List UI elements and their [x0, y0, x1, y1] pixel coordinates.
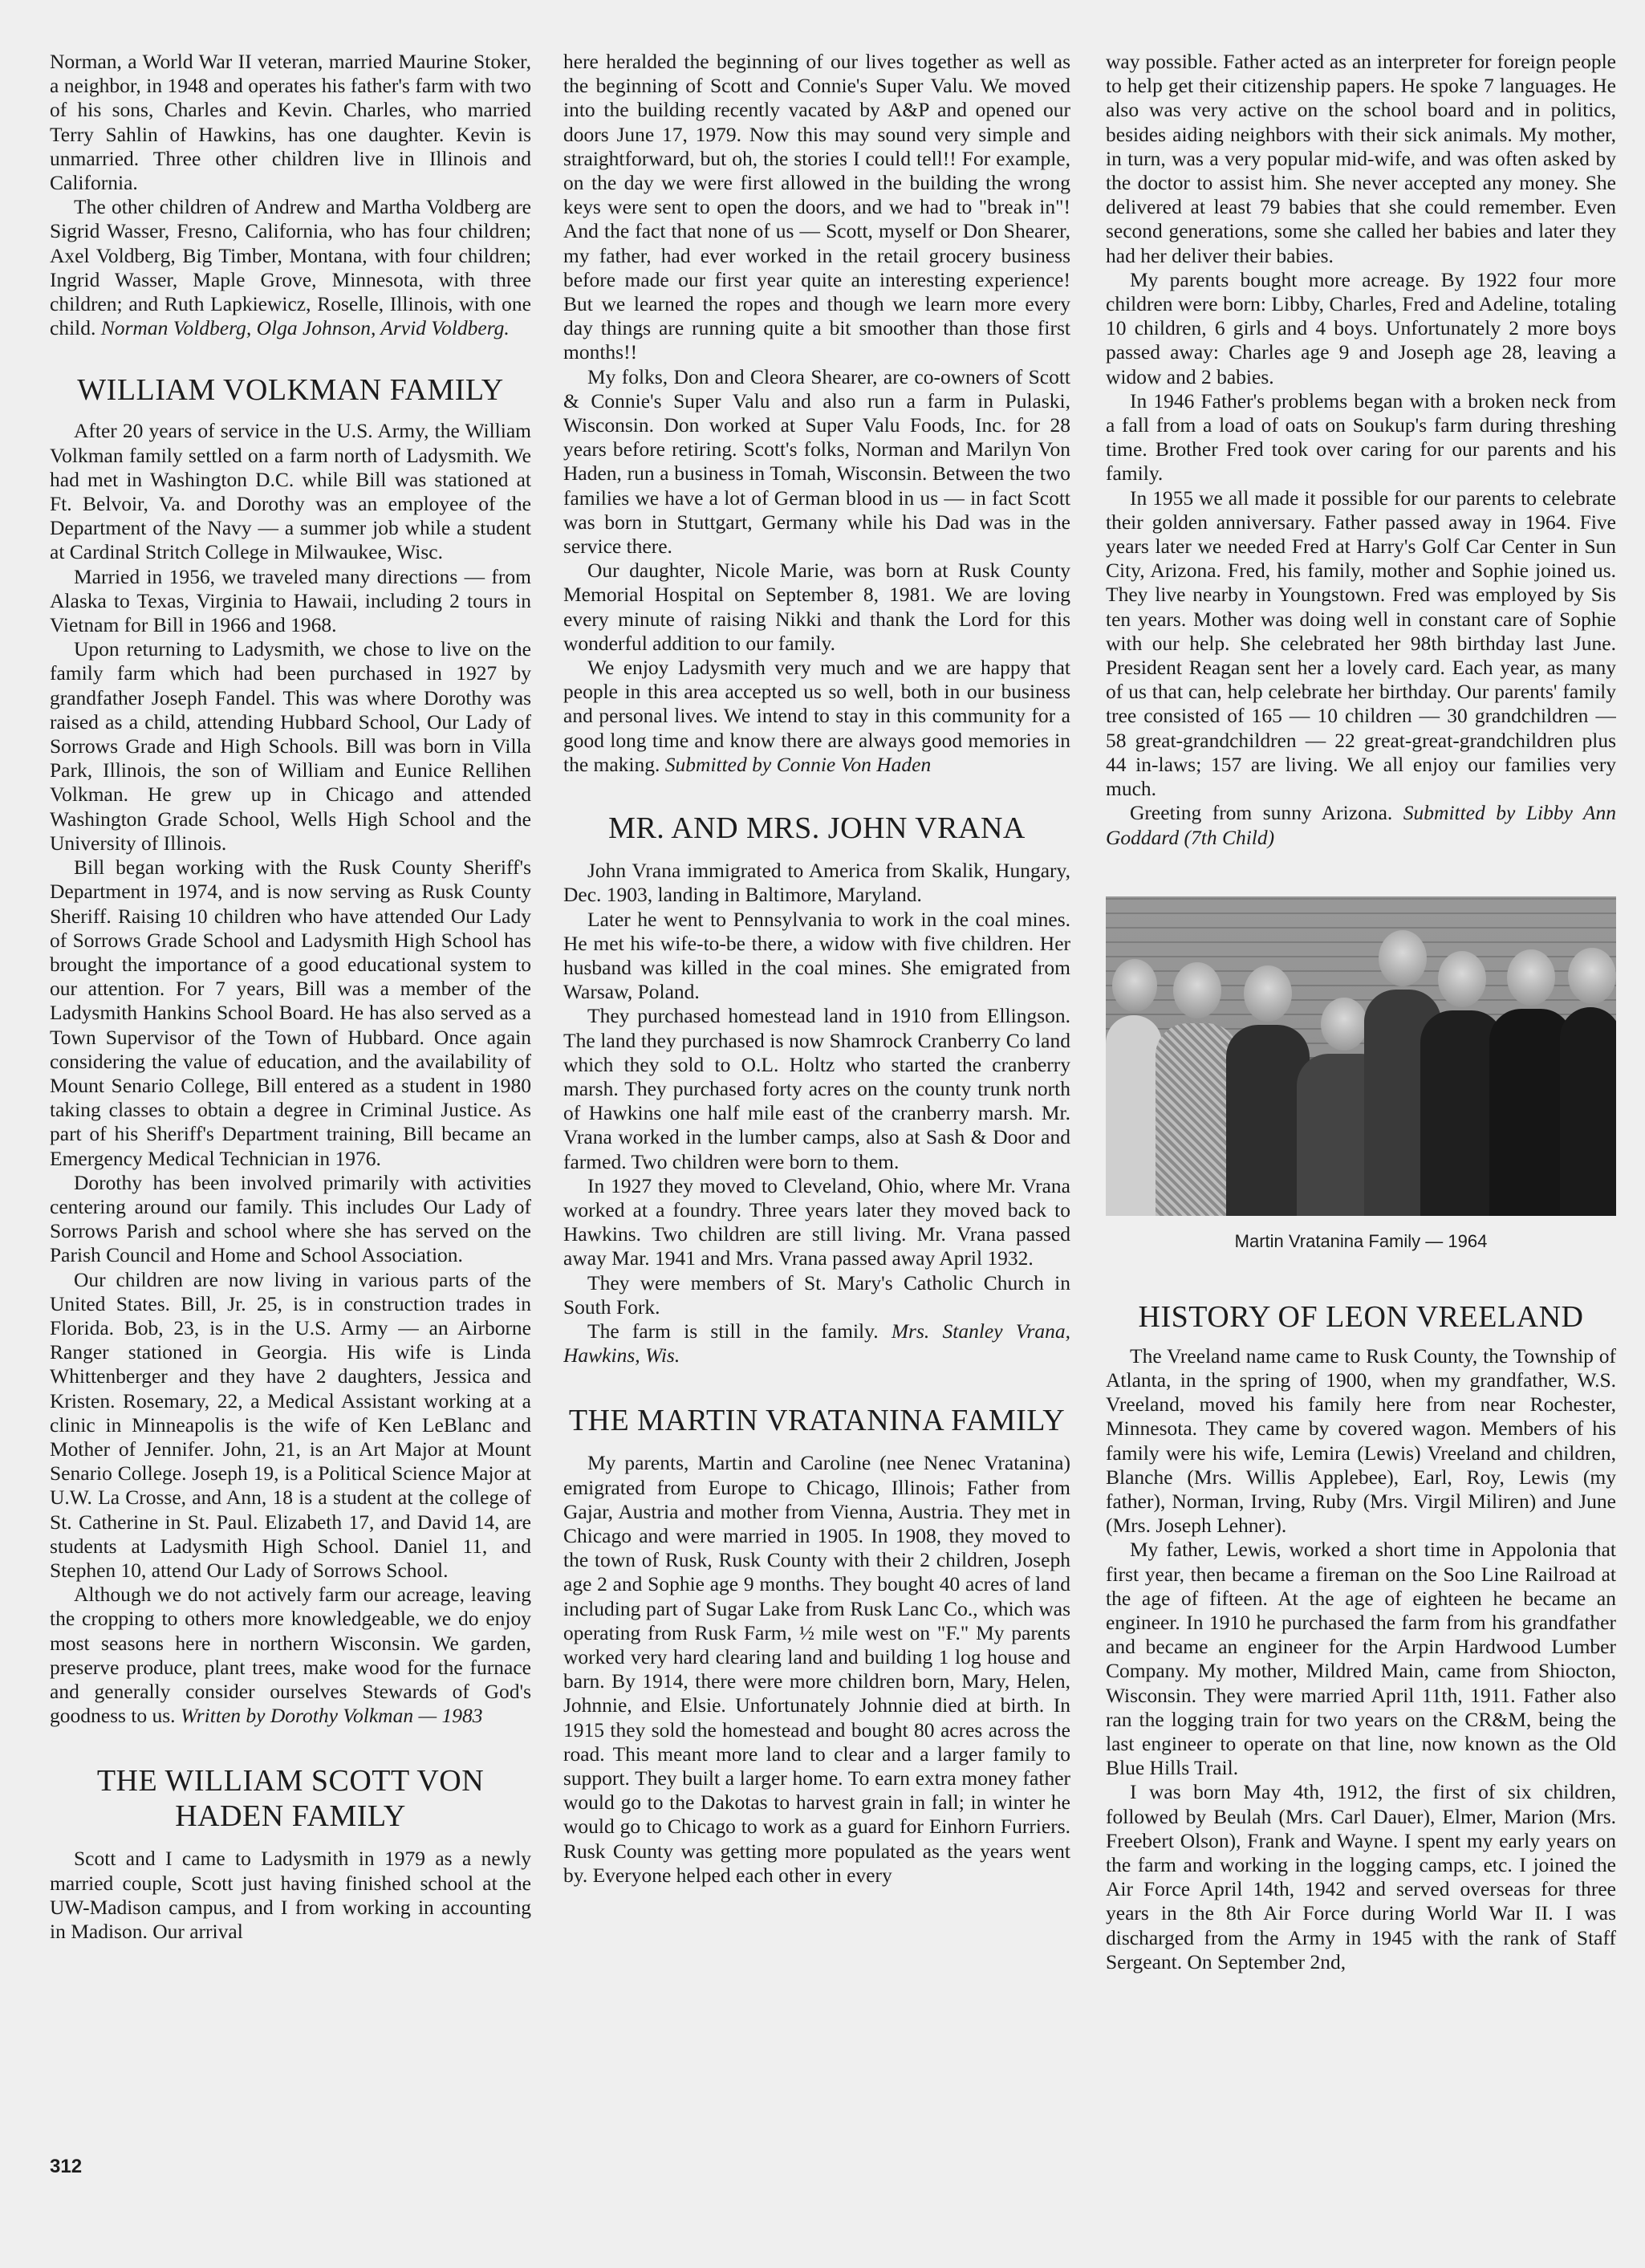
signature: Submitted by Connie Von Haden [664, 752, 932, 776]
paragraph: In 1927 they moved to Cleveland, Ohio, where Mr. Vrana worked at a foundry. Three years later they moved back to Hawkins. Two children are still living. Mr. Vrana passed away Mar. 1941 and Mrs. Vrana passed away April 1932. [563, 1173, 1070, 1270]
signature: Norman Voldberg, Olga Johnson, Arvid Voldberg. [100, 316, 510, 340]
paragraph: After 20 years of service in the U.S. Army, the William Volkman family settled on a farm north of Ladysmith. We had met in Washington D.C. while Bill was stationed at Ft. Belvoir, Va. and Dorothy was an employee of the Department of the Navy — a summer job while a student at Cardinal Stritch College in Milwaukee, Wisc. [50, 419, 531, 564]
paragraph: We enjoy Ladysmith very much and we are happy that people in this area accepted us so well, both in our business and personal lives. We intend to stay in this community for a good long time and know there are always good memories in the making. Submitted by Connie Von Haden [563, 656, 1070, 776]
paragraph: My folks, Don and Cleora Shearer, are co-owners of Scott & Connie's Super Valu and also run a farm in Pulaski, Wisconsin. Don worked at Super Valu Foods, Inc. for 28 years before retiring. Scott's folks, Norman and Marilyn Von Haden, run a business in Tomah, Wisconsin. Between the two families we have a lot of German blood in us — in fact Scott was born in Stuttgart, Germany while his Dad was in the service there. [563, 364, 1070, 559]
article-heading: WILLIAM VOLKMAN FAMILY [77, 373, 504, 408]
column-1 [50, 50, 531, 2178]
paragraph: Upon returning to Ladysmith, we chose to live on the family farm which had been purchased in 1927 by grandfather Joseph Fandel. This was where Dorothy was raised as a child, attending Hubbard School, Our Lady of Sorrows Grade and High Schools. Bill was born in Villa Park, Illinois, the son of William and Eunice Rellihen Volkman. He grew up in Chicago and attended Washington Grade School, Wells High School and the University of Illinois. [50, 637, 531, 855]
paragraph: My parents bought more acreage. By 1922 four more children were born: Libby, Charles, Fred and Adeline, totaling 10 children, 6 girls and 4 boys. Unfortunately 2 more boys passed away: Charles age 9 and Joseph age 28, leaving a widow and 2 babies. [1106, 267, 1616, 388]
paragraph: The other children of Andrew and Martha Voldberg are Sigrid Wasser, Fresno, California, who has four children; Axel Voldberg, Big Timber, Montana, with four children; Ingrid Wasser, Maple Grove, Minnesota, with three children; and Ruth Lapkiewicz, Roselle, Illinois, with one child. Norman Voldberg, Olga Johnson, Arvid Voldberg. [50, 195, 531, 340]
paragraph: Our daughter, Nicole Marie, was born at Rusk County Memorial Hospital on September 8, 1981. We are loving every minute of raising Nikki and thank the Lord for this wonderful addition to our family. [563, 559, 1070, 655]
page-number: 312 [50, 2156, 83, 2177]
paragraph: here heralded the beginning of our lives together as well as the beginning of Scott and Connie's Super Valu. We moved into the building recently vacated by A&P and opened our doors June 17, 1979. Now this may sound very simple and straightforward, but oh, the stories I could tell!! For example, on the day we were first allowed in the building the wrong keys were sent to open the doors, and we had to "break in"! And the fact that none of us — Scott, myself or Don Shearer, my father, had ever worked in the retail grocery business before made our first year quite an interesting experience! But we learned the ropes and though we learn more every day things are running quite a bit smoother than those first months!! [563, 50, 1070, 364]
article-heading: THE WILLIAM SCOTT VON HADEN FAMILY [96, 1764, 485, 1834]
paragraph: Later he went to Pennsylvania to work in the coal mines. He met his wife-to-be there, a widow with five children. Her husband was killed in the coal mines. She emigrated from Warsaw, Poland. [563, 907, 1070, 1004]
paragraph: Dorothy has been involved primarily with activities centering around our family. This includes Our Lady of Sorrows Parish and school where she has served on the Parish Council and Home and School Association. [50, 1170, 531, 1267]
signature: Submitted by Libby Ann Goddard (7th Child) [1106, 801, 1616, 849]
paragraph: Norman, a World War II veteran, married Maurine Stoker, a neighbor, in 1948 and operates his father's farm with two of his sons, Charles and Kevin. Charles, who married Terry Sahlin of Hawkins, has one daughter. Kevin is unmarried. Three other children live in Illinois and California. [50, 50, 531, 195]
family-photo [1106, 896, 1616, 1216]
paragraph: John Vrana immigrated to America from Skalik, Hungary, Dec. 1903, landing in Baltimore, Maryland. [563, 859, 1070, 907]
photo-caption: Martin Vratanina Family — 1964 [1234, 1230, 1488, 1251]
paragraph: Our children are now living in various parts of the United States. Bill, Jr. 25, is in construction trades in Florida. Bob, 23, is in the U.S. Army — an Airborne Ranger stationed in Georgia. His wife is Linda Whittenberger and they have 2 daughters, Jessica and Kristen. Rosemary, 22, a Medical Assistant working at a clinic in Minneapolis is the wife of Ken LeBlanc and Mother of Jennifer. John, 21, is an Art Major at Mount Senario College. Joseph 19, is a Political Science Major at U.W. La Crosse, and Ann, 18 is a student at the college of St. Catherine in St. Paul. Elizabeth 17, and David 14, are students at Ladysmith High School. Daniel 11, and Stephen 10, attend Our Lady of Sorrows School. [50, 1267, 531, 1582]
paragraph: They were members of St. Mary's Catholic Church in South Fork. [563, 1270, 1070, 1319]
article-heading: MR. AND MRS. JOHN VRANA [608, 811, 1026, 846]
article-heading: HISTORY OF LEON VREELAND [1138, 1299, 1584, 1334]
paragraph: They purchased homestead land in 1910 from Ellingson. The land they purchased is now Shamrock Cranberry Co land which they sold to O.L. Holtz who started the cranberry marsh. They purchased forty acres on the county trunk north of Hawkins one half mile east of the cranberry marsh. Mr. Vrana worked in the lumber camps, also at Sash & Door and farmed. Two children were born to them. [563, 1004, 1070, 1173]
paragraph: My father, Lewis, worked a short time in Appolonia that first year, then became a fireman on the Soo Line Railroad at the age of fifteen. At the age of eighteen he became an engineer. In 1910 he purchased the farm from his grandfather and became an engineer for the Arpin Hardwood Lumber Company. My mother, Mildred Main, came from Shiocton, Wisconsin. They were married April 11th, 1911. Father also ran the logging train for two years on the CR&M, being the last engineer to operate on that line, now known as the Old Blue Hills Trail. [1106, 1538, 1616, 1780]
paragraph: My parents, Martin and Caroline (nee Nenec Vratanina) emigrated from Europe to Chicago, Illinois; Father from Gajar, Austria and mother from Vienna, Austria. They met in Chicago and were married in 1905. In 1908, they moved to the town of Rusk, Rusk County with their 2 children, Joseph age 2 and Sophie age 9 months. They bought 40 acres of land including part of Sugar Lake from Rusk Lanc Co., which was operating from Rusk Farm, ½ mile west on "F." My parents worked very hard clearing land and building 1 log house and barn. By 1914, there were more children born, Mary, Helen, Johnnie, and Elsie. Unfortunately Johnnie died at birth. In 1915 they sold the homestead and bought 80 acres across the road. This meant more land to clear and a larger family to support. They built a larger home. To earn extra money father would go to the Dakotas to harvest grain in fall; in winter he would go to Chicago to work as a guard for Einhorn Furriers. Rusk County was getting more populated as the years went by. Everyone helped each other in every [563, 1451, 1070, 1887]
column-2 [563, 50, 1070, 2178]
article-heading: THE MARTIN VRATANINA FAMILY [568, 1404, 1066, 1438]
signature: Written by Dorothy Volkman — 1983 [180, 1704, 483, 1728]
paragraph: I was born May 4th, 1912, the first of six children, followed by Beulah (Mrs. Carl Dauer), Elmer, Marion (Mrs. Freebert Olson), Frank and Wayne. I spent my early years on the farm and working in the logging camps, etc. I joined the Air Force April 14th, 1942 and served overseas for three years in the 8th Air Force during World War II. I was discharged from the Army in 1945 with the rank of Staff Sergeant. On September 2nd, [1106, 1780, 1616, 1973]
person-figure [1106, 959, 1162, 1216]
paragraph: Although we do not actively farm our acreage, leaving the cropping to others more knowledgeable, we do enjoy most seasons here in northern Wisconsin. We garden, preserve produce, plant trees, make wood for the furnace and generally consider ourselves Stewards of God's goodness to us. Written by Dorothy Volkman — 1983 [50, 1583, 531, 1728]
paragraph: Bill began working with the Rusk County Sheriff's Department in 1974, and is now serving as Rusk County Sheriff. Raising 10 children who have attended Our Lady of Sorrows Grade School and Ladysmith High School has brought the importance of a good educational system to our attention. For 7 years, Bill was a member of the Ladysmith Hankins School Board. He has also served as a Town Supervisor of the Town of Hubbard. Once again considering the value of education, and the availability of Mount Senario College, Bill entered as a student in 1980 taking classes to obtain a degree in Criminal Justice. As part of his Sheriff's Department training, Bill became an Emergency Medical Technician in 1976. [50, 856, 531, 1170]
paragraph: Greeting from sunny Arizona. Submitted by Libby Ann Goddard (7th Child) [1106, 801, 1616, 849]
paragraph: The Vreeland name came to Rusk County, the Township of Atlanta, in the spring of 1900, when my grandfather, W.S. Vreeland, moved his family here from near Rochester, Minnesota. They came by covered wagon. Members of his family were his wife, Lemira (Lewis) Vreeland and children, Blanche (Mrs. Willis Applebee), Earl, Roy, Lewis (my father), Norman, Irving, Ruby (Mrs. Virgil Miliren) and June (Mrs. Joseph Lehner). [1106, 1343, 1616, 1538]
paragraph: Married in 1956, we traveled many directions — from Alaska to Texas, Virginia to Hawaii, including 2 tours in Vietnam for Bill in 1966 and 1968. [50, 564, 531, 637]
paragraph: In 1955 we all made it possible for our parents to celebrate their golden anniversary. Father passed away in 1964. Five years later we needed Fred at Harry's Golf Car Center in Sun City, Arizona. Fred, his family, mother and Sophie joined us. They live nearby in Youngstown. Fred was employed by Sis ten years. Mother was doing well in constant care of Sophie with our help. She celebrated her 98th birthday last June. President Reagan sent her a lovely card. Each year, as many of us that can, help celebrate her birthday. Our parents' family tree consisted of 165 — 10 children — 30 grandchildren — 58 great-grandchildren — 22 great-great-grandchildren plus 44 in-laws; 157 are living. We all enjoy our families very much. [1106, 486, 1616, 801]
paragraph: way possible. Father acted as an interpreter for foreign people to help get their citizenship papers. He spoke 7 languages. He also was very active on the school board and in politics, besides aiding neighbors with their sick animals. My mother, in turn, was a very popular mid-wife, and was often asked by the doctor to assist him. She never accepted any money. She delivered at least 79 babies that she could remember. Even second generations, some she called her babies and later they had her deliver their babies. [1106, 50, 1616, 267]
paragraph: Scott and I came to Ladysmith in 1979 as a newly married couple, Scott just having finished school at the UW-Madison campus, and I from working in accounting in Madison. Our arrival [50, 1847, 531, 1944]
paragraph: The farm is still in the family. Mrs. Stanley Vrana, Hawkins, Wis. [563, 1319, 1070, 1368]
paragraph: In 1946 Father's problems began with a broken neck from a fall from a load of oats on Soukup's farm during threshing time. Brother Fred took over caring for our parents and his family. [1106, 388, 1616, 486]
column-3 [1106, 50, 1616, 2178]
signature: Mrs. Stanley Vrana, Hawkins, Wis. [563, 1319, 1070, 1368]
person-figure [1560, 948, 1616, 1216]
